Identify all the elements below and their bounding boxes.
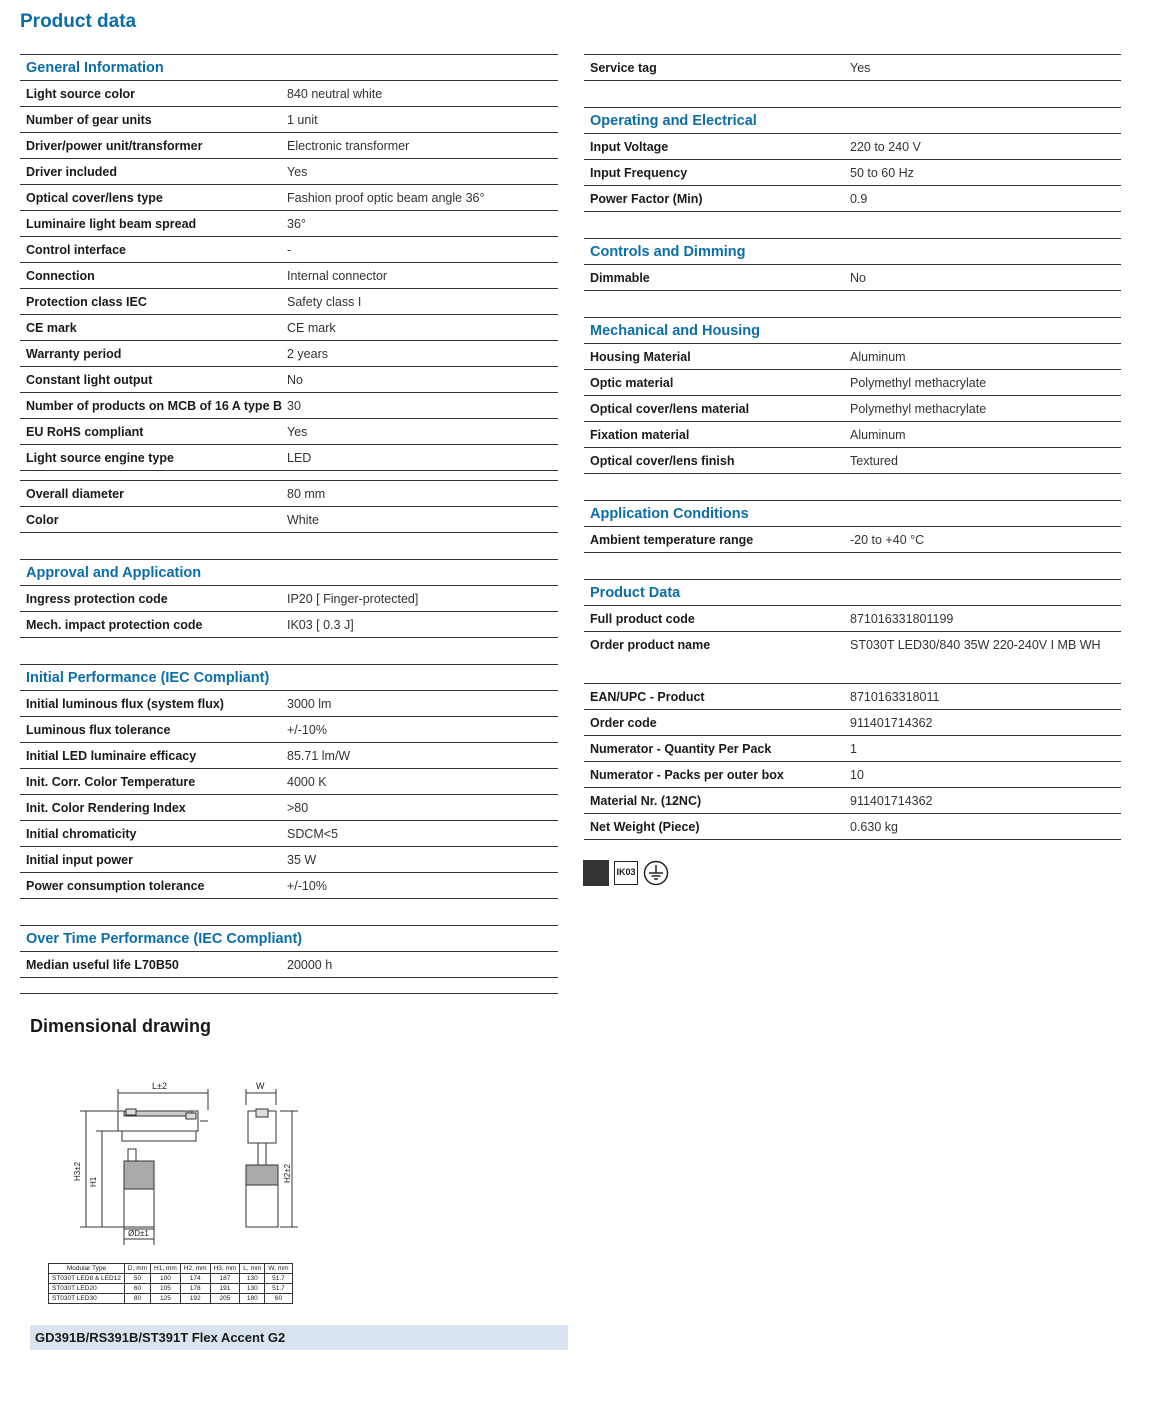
spec-label: Connection <box>26 269 95 283</box>
dark-square-icon <box>583 860 609 886</box>
section-gap <box>20 533 558 559</box>
spec-value: Safety class I <box>287 295 362 309</box>
spec-row <box>20 481 558 507</box>
dimension-table-row <box>49 1274 293 1284</box>
dimension-header-cell: D, mm <box>124 1264 150 1274</box>
h2-label: H2±2 <box>283 1163 292 1183</box>
spec-label: Fixation material <box>590 428 690 442</box>
spec-label: Dimmable <box>590 271 650 285</box>
spec-label: Housing Material <box>590 350 691 364</box>
dimension-cell: ST030T LED20 <box>49 1284 125 1294</box>
spec-value: 35 W <box>287 853 317 867</box>
dimension-header-cell: W, mm <box>265 1264 292 1274</box>
spec-row <box>20 367 558 393</box>
dimension-cell: 130 <box>240 1274 265 1284</box>
dimension-cell: ST030T LED30 <box>49 1294 125 1304</box>
section-heading: Over Time Performance (IEC Compliant) <box>20 926 558 952</box>
spec-row <box>20 289 558 315</box>
spec-label: Initial LED luminaire efficacy <box>26 749 197 763</box>
spec-label: Optical cover/lens type <box>26 191 163 205</box>
width-label: W <box>256 1081 265 1091</box>
spec-label: Material Nr. (12NC) <box>590 794 702 808</box>
spec-label: Service tag <box>590 61 657 75</box>
spec-label: Order product name <box>590 638 711 652</box>
dimension-cell: 60 <box>124 1284 150 1294</box>
spec-value: Internal connector <box>287 269 388 283</box>
dimension-cell: 51.7 <box>265 1284 292 1294</box>
section-gap <box>584 291 1121 317</box>
spec-row <box>584 265 1121 291</box>
spec-row <box>20 691 558 717</box>
spec-label: Driver/power unit/transformer <box>26 139 203 153</box>
spec-row <box>20 847 558 873</box>
spec-value: Aluminum <box>850 350 906 364</box>
section-divider <box>20 993 558 994</box>
dimension-cell: 191 <box>210 1284 240 1294</box>
spec-section <box>584 317 1121 474</box>
spec-label: Full product code <box>590 612 695 626</box>
spec-row <box>584 527 1121 553</box>
spec-row <box>20 107 558 133</box>
spec-value: 2 years <box>287 347 328 361</box>
spec-row <box>584 606 1121 632</box>
spec-row <box>584 788 1121 814</box>
section-heading: Mechanical and Housing <box>584 318 1121 344</box>
spec-label: Luminous flux tolerance <box>26 723 171 737</box>
spec-label: Overall diameter <box>26 487 124 501</box>
spec-section <box>20 54 558 471</box>
spec-value: Yes <box>287 165 308 179</box>
spec-label: Order code <box>590 716 657 730</box>
spec-value: Polymethyl methacrylate <box>850 376 987 390</box>
spec-label: Net Weight (Piece) <box>590 820 700 834</box>
spec-value: SDCM<5 <box>287 827 339 841</box>
spec-row <box>20 159 558 185</box>
spec-label: Light source color <box>26 87 136 101</box>
spec-section <box>584 54 1121 81</box>
dimension-table-row <box>49 1284 293 1294</box>
section-heading: Approval and Application <box>20 560 558 586</box>
spec-row <box>20 769 558 795</box>
spec-label: Power Factor (Min) <box>590 192 703 206</box>
spec-value: 911401714362 <box>850 794 933 808</box>
spec-row <box>584 134 1121 160</box>
dimension-cell: 180 <box>240 1294 265 1304</box>
spec-label: Mech. impact protection code <box>26 618 203 632</box>
spec-label: Input Frequency <box>590 166 688 180</box>
spec-label: Optical cover/lens material <box>590 402 750 416</box>
spec-row <box>20 586 558 612</box>
spec-value: White <box>287 513 319 527</box>
spec-value: 50 to 60 Hz <box>850 166 914 180</box>
spec-row <box>20 341 558 367</box>
section-gap <box>20 638 558 664</box>
spec-label: Warranty period <box>26 347 122 361</box>
spec-section <box>20 664 558 899</box>
spec-value: 20000 h <box>287 958 333 972</box>
spec-row <box>20 795 558 821</box>
dimension-cell: 125 <box>151 1294 181 1304</box>
spec-row <box>20 717 558 743</box>
spec-value: 36° <box>287 217 306 231</box>
spec-section <box>584 107 1121 212</box>
dimension-cell: 174 <box>180 1274 210 1284</box>
spec-value: ST030T LED30/840 35W 220-240V I MB WH <box>850 638 1101 652</box>
spec-value: 1 <box>850 742 857 756</box>
spec-value: -20 to +40 °C <box>850 533 925 547</box>
dimension-cell: 51.7 <box>265 1274 292 1284</box>
spec-value: 85.71 lm/W <box>287 749 351 763</box>
spec-section <box>584 579 1121 840</box>
dimension-cell: 60 <box>265 1294 292 1304</box>
spec-label: Luminaire light beam spread <box>26 217 197 231</box>
spec-value: 871016331801199 <box>850 612 954 626</box>
spec-row <box>20 237 558 263</box>
spec-row <box>584 736 1121 762</box>
dimension-header-cell: H1, mm <box>151 1264 181 1274</box>
spec-label: Color <box>26 513 59 527</box>
spec-row <box>20 81 558 107</box>
dimension-cell: 105 <box>151 1284 181 1294</box>
earth-ground-icon <box>643 860 669 886</box>
section-heading: General Information <box>20 55 558 81</box>
section-heading: Operating and Electrical <box>584 108 1121 134</box>
spec-value: 0.630 kg <box>850 820 898 834</box>
length-label: L±2 <box>152 1081 167 1091</box>
spec-row <box>20 211 558 237</box>
spec-value: 80 mm <box>287 487 326 501</box>
spec-section <box>20 559 558 638</box>
left-spec-column <box>20 54 558 987</box>
spec-value: 8710163318011 <box>850 690 940 704</box>
spec-label: Constant light output <box>26 373 153 387</box>
spec-label: EAN/UPC - Product <box>590 690 705 704</box>
spec-value: 220 to 240 V <box>850 140 921 154</box>
section-gap <box>584 840 1121 849</box>
dimension-header-cell: L, mm <box>240 1264 265 1274</box>
spec-label: Init. Color Rendering Index <box>26 801 186 815</box>
dimension-cell: 50 <box>124 1274 150 1284</box>
spec-value: +/-10% <box>287 879 327 893</box>
spec-row <box>20 445 558 471</box>
dimensional-drawing <box>40 1075 340 1255</box>
spec-label: Power consumption tolerance <box>26 879 205 893</box>
dimension-table-header <box>49 1264 293 1274</box>
spec-label: CE mark <box>26 321 77 335</box>
section-gap <box>584 474 1121 500</box>
spec-label: Number of products on MCB of 16 A type B <box>26 399 283 413</box>
spec-label: EU RoHS compliant <box>26 425 144 439</box>
spec-row <box>584 344 1121 370</box>
dimension-cell: 178 <box>180 1284 210 1294</box>
spec-row <box>584 684 1121 710</box>
dimension-cell: 187 <box>210 1274 240 1284</box>
spec-value: Electronic transformer <box>287 139 410 153</box>
spec-value: 0.9 <box>850 192 868 206</box>
dimension-cell: 205 <box>210 1294 240 1304</box>
spec-label: Protection class IEC <box>26 295 147 309</box>
spec-value: Polymethyl methacrylate <box>850 402 987 416</box>
dimension-header-cell: Modular Type <box>49 1264 125 1274</box>
spec-row <box>584 370 1121 396</box>
spec-row <box>584 160 1121 186</box>
spec-label: Median useful life L70B50 <box>26 958 179 972</box>
spec-label: Initial luminous flux (system flux) <box>26 697 224 711</box>
spec-row <box>584 632 1121 684</box>
h1-label: H1 <box>89 1176 98 1187</box>
footer-product-family: GD391B/RS391B/ST391T Flex Accent G2 <box>30 1325 568 1350</box>
spec-label: Input Voltage <box>590 140 669 154</box>
section-gap <box>20 899 558 925</box>
spec-value: 840 neutral white <box>287 87 383 101</box>
spec-label: Numerator - Packs per outer box <box>590 768 784 782</box>
section-heading: Application Conditions <box>584 501 1121 527</box>
spec-section <box>584 238 1121 291</box>
spec-value: 1 unit <box>287 113 318 127</box>
section-gap <box>584 81 1121 107</box>
spec-row <box>20 952 558 978</box>
spec-label: Control interface <box>26 243 127 257</box>
spec-row <box>20 507 558 533</box>
spec-value: - <box>287 243 292 257</box>
spec-row <box>584 55 1121 81</box>
section-gap <box>584 553 1121 579</box>
spec-row <box>20 743 558 769</box>
certification-icons <box>583 860 669 886</box>
section-heading: Initial Performance (IEC Compliant) <box>20 665 558 691</box>
spec-label: Init. Corr. Color Temperature <box>26 775 196 789</box>
spec-row <box>584 396 1121 422</box>
right-spec-column <box>584 54 1121 849</box>
spec-value: Textured <box>850 454 898 468</box>
spec-label: Optic material <box>590 376 674 390</box>
spec-row <box>20 393 558 419</box>
spec-label: Number of gear units <box>26 113 152 127</box>
spec-row <box>20 263 558 289</box>
spec-value: IP20 [ Finger-protected] <box>287 592 419 606</box>
spec-row <box>584 422 1121 448</box>
dimension-cell: 100 <box>151 1274 181 1284</box>
page-title: Product data <box>20 11 137 32</box>
spec-label: Light source engine type <box>26 451 174 465</box>
spec-row <box>20 315 558 341</box>
spec-row <box>584 762 1121 788</box>
spec-value: No <box>850 271 866 285</box>
spec-value: >80 <box>287 801 309 815</box>
spec-value: CE mark <box>287 321 336 335</box>
spec-section <box>20 925 558 978</box>
spec-value: 30 <box>287 399 301 413</box>
spec-value: IK03 [ 0.3 J] <box>287 618 354 632</box>
dimension-cell: 192 <box>180 1294 210 1304</box>
section-heading: Controls and Dimming <box>584 239 1121 265</box>
section-gap <box>584 212 1121 238</box>
dimension-table-row <box>49 1294 293 1304</box>
spec-row <box>20 185 558 211</box>
spec-row <box>584 710 1121 736</box>
dimension-header-cell: H2, mm <box>180 1264 210 1274</box>
ik03-icon: IK03 <box>614 861 638 885</box>
spec-value: 4000 K <box>287 775 327 789</box>
spec-row <box>20 821 558 847</box>
spec-value: 10 <box>850 768 864 782</box>
section-gap <box>20 471 558 480</box>
spec-label: Driver included <box>26 165 117 179</box>
spec-row <box>20 133 558 159</box>
spec-value: +/-10% <box>287 723 327 737</box>
spec-value: 3000 lm <box>287 697 332 711</box>
spec-section <box>20 480 558 533</box>
spec-row <box>584 448 1121 474</box>
spec-label: Ambient temperature range <box>590 533 754 547</box>
dimension-header-cell: H3, mm <box>210 1264 240 1274</box>
dimensional-drawing-title: Dimensional drawing <box>30 1016 212 1036</box>
dimension-table <box>48 1263 293 1304</box>
section-heading: Product Data <box>584 580 1121 606</box>
spec-value: 911401714362 <box>850 716 933 730</box>
spec-label: Initial input power <box>26 853 133 867</box>
spec-row <box>20 873 558 899</box>
spec-label: Numerator - Quantity Per Pack <box>590 742 772 756</box>
section-gap <box>20 978 558 987</box>
spec-value: Fashion proof optic beam angle 36° <box>287 191 485 205</box>
h3-label: H3±2 <box>73 1161 82 1181</box>
spec-section <box>584 500 1121 553</box>
spec-row <box>20 612 558 638</box>
spec-value: LED <box>287 451 312 465</box>
spec-value: Aluminum <box>850 428 906 442</box>
spec-label: Optical cover/lens finish <box>590 454 735 468</box>
spec-row <box>584 186 1121 212</box>
dimension-cell: ST030T LED8 & LED12 <box>49 1274 125 1284</box>
spec-label: Initial chromaticity <box>26 827 137 841</box>
spec-value: Yes <box>287 425 308 439</box>
dimension-cell: 80 <box>124 1294 150 1304</box>
diameter-label: ØD±1 <box>128 1229 149 1238</box>
spec-row <box>20 419 558 445</box>
spec-row <box>584 814 1121 840</box>
dimension-cell: 130 <box>240 1284 265 1294</box>
spec-label: Ingress protection code <box>26 592 168 606</box>
spec-value: No <box>287 373 303 387</box>
spec-value: Yes <box>850 61 871 75</box>
